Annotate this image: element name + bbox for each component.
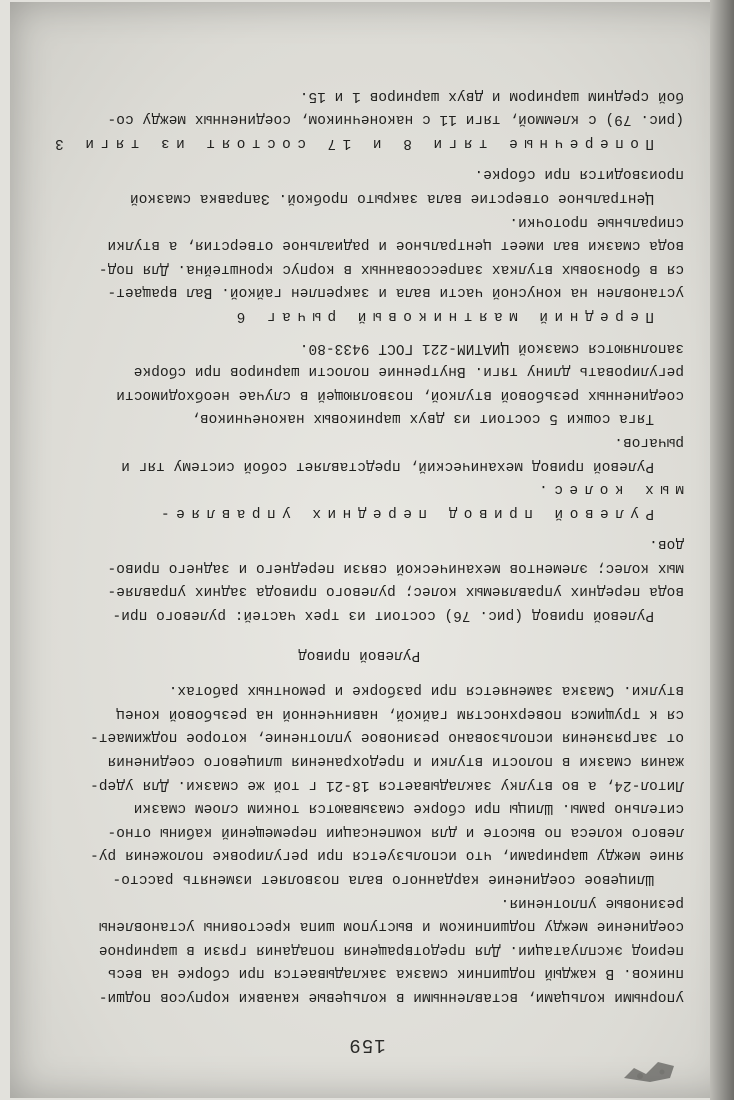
- text-line: ся в бронзовых втулках запрессованных в корпус кронштейна. Для под-: [98, 260, 684, 277]
- text-line: рычагов.: [614, 433, 684, 450]
- text-line: установлен на конусной части вала и закреплен гайкой. Вал вращает-: [107, 284, 684, 301]
- spacer: [34, 154, 684, 162]
- text-line: упорными кольцами, вставленными в кольцевые канавки корпусов подши-: [98, 989, 684, 1005]
- text-line: соединение между подшипником и выступом шипа крестовины установлены: [98, 918, 684, 935]
- text-line: Поперечные тяги 8 и 17 состоят из тяги 3: [48, 134, 654, 151]
- text-line: Шлицевое соединение карданного вала позволяет изменять рассто-: [112, 871, 654, 888]
- text-line: период эксплуатации. Для предотвращения попадания грязи в шарнирное: [98, 941, 684, 958]
- subheading-line: Рулевой привод передних управляе-: [154, 504, 654, 521]
- text-line: Литол-24, а во втулку закладывается 18-21 г той же смазки. Для удер-: [89, 776, 684, 793]
- subheading-line: мых колес.: [532, 481, 684, 498]
- text-line: жания смазки в полости втулки и предохранения шлицевого соединения: [107, 753, 684, 770]
- text-line: ся к трущимся поверхностям гайкой, навинченной на резьбовой конец: [116, 705, 684, 722]
- text-line: левого колеса по высоте и для компенсации перемещений кабины отно-: [107, 823, 684, 840]
- spacer: [34, 327, 684, 335]
- text-line: (рис. 79) с клеммой, тяги 11 с наконечником, соединенных между со-: [107, 111, 684, 128]
- text-line: вода смазки вал имеет центральное и радиальное отверстия, а втулки: [107, 237, 684, 254]
- text-line: вода передних управляемых колес; рулевого привода задних управляе-: [107, 583, 684, 600]
- text-line: втулки. Смазка заменяется при разборке и ремонтных работах.: [168, 682, 684, 699]
- text-line: пников. В каждый подшипник смазка закладывается при сборке на весь: [107, 965, 684, 982]
- text-line: спиральные проточки.: [509, 213, 684, 230]
- scan-edge-shadow: [710, 0, 734, 1100]
- text-line: заполняются смазкой ЦИАТИМ-221 ГОСТ 9433-80.: [299, 339, 684, 356]
- text-line: яние между шарнирами, что используется при регулировке положения ру-: [89, 847, 684, 864]
- text-line: Центральное отверстие вала закрыто пробкой. Заправка смазкой: [129, 190, 654, 206]
- spacer: [34, 524, 684, 532]
- text-line: от загрязнения использовано резиновое уплотнение, которое поджимает-: [89, 729, 684, 746]
- text-line: регулировать длину тяги. Внутренние полости шарниров при сборке: [133, 363, 684, 380]
- text-line: производится при сборке.: [474, 166, 684, 183]
- text-line: соединенных резьбовой втулкой, позволяющей в случае необходимости: [116, 386, 684, 403]
- section-heading: Рулевой привод: [297, 646, 421, 663]
- text-line: Рулевой привод (рис. 76) состоит из трех частей: рулевого при-: [112, 607, 654, 624]
- text-line: Тяга сошки 5 состоит из двух шарниковых наконечников,: [191, 410, 654, 427]
- text-line: Рулевой привод механический, представляет собой систему тяг и: [121, 457, 654, 474]
- text-line: Передний маятниковый рычаг 6: [230, 307, 654, 324]
- text-line: дов.: [649, 536, 684, 553]
- text-line: сительно рамы. Шлицы при сборке смазываются тонким слоем смазки: [133, 800, 684, 817]
- page-body: [34, 83, 684, 1008]
- text-line: мых колес; элементов механической связи переднего и заднего приво-: [107, 559, 684, 576]
- text-line: резиновые уплотнения.: [500, 894, 684, 911]
- page-number: 159: [348, 1034, 386, 1056]
- text-line: бой средним шарниром и двух шарниров 1 и 15.: [299, 87, 684, 104]
- stamp-mark-icon: [620, 1048, 680, 1086]
